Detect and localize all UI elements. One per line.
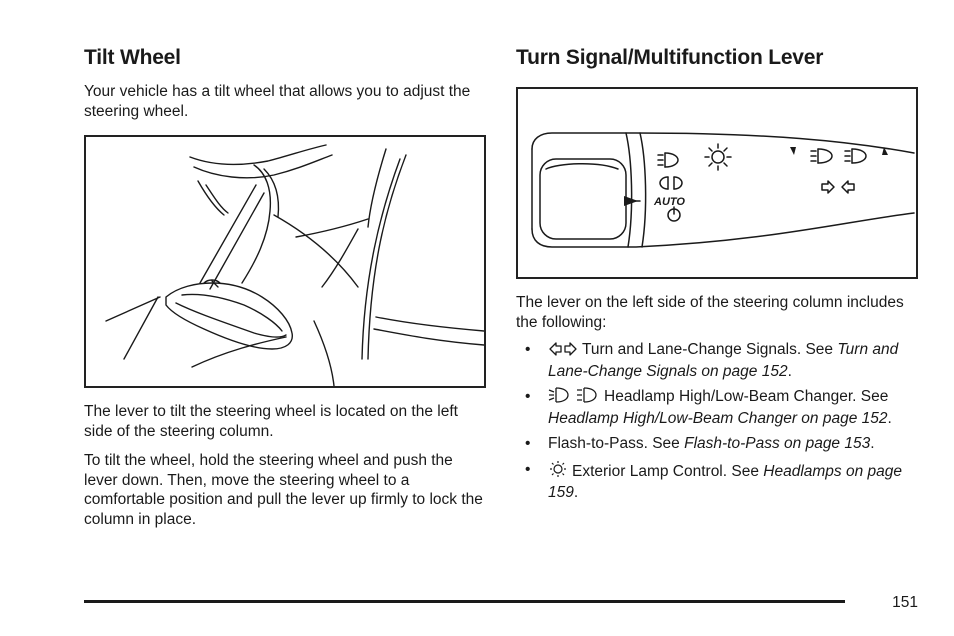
bullet-mark: • bbox=[525, 435, 531, 452]
list-item-headlamp-changer bbox=[516, 387, 918, 428]
item-period: . bbox=[787, 362, 792, 380]
item-period: . bbox=[870, 435, 875, 452]
list-item-turn-signals bbox=[516, 340, 918, 381]
item-period: . bbox=[887, 409, 892, 427]
exterior-lamp-icon bbox=[548, 460, 568, 484]
bullet-mark: • bbox=[525, 388, 531, 405]
item-text: Exterior Lamp Control. See bbox=[572, 462, 764, 480]
bullet-mark: • bbox=[525, 460, 531, 478]
page-reference-link[interactable]: Turn and Lane-Change Signals on page 152 bbox=[548, 341, 899, 380]
item-text: Turn and Lane-Change Signals. See bbox=[582, 341, 838, 358]
item-period: . bbox=[573, 484, 579, 501]
tilt-wheel-instructions: To tilt the wheel, hold the steering wheel and push the lever down. Then, move the steering wheel to a comfortable position and pull the lever up firmly to lock the column in place. bbox=[84, 452, 483, 528]
lever-intro-text: The lever on the left side of the steering column includes the following: bbox=[516, 294, 904, 331]
turn-signal-section bbox=[516, 44, 918, 509]
footer-rule bbox=[84, 600, 845, 603]
lever-features-list bbox=[516, 340, 918, 503]
tilt-wheel-location-text: The lever to tilt the steering wheel is located on the left side of the steering column. bbox=[84, 403, 458, 440]
turn-signal-heading: Turn Signal/Multifunction Lever bbox=[516, 46, 824, 69]
bullet-mark: • bbox=[525, 341, 531, 358]
list-item-exterior-lamp bbox=[516, 460, 918, 503]
turn-signal-arrows-icon bbox=[548, 342, 578, 362]
page-reference-link[interactable]: Headlamps on page 159 bbox=[548, 462, 903, 501]
tilt-wheel-intro: Your vehicle has a tilt wheel that allows you to adjust the steering wheel. bbox=[84, 83, 471, 120]
tilt-wheel-illustration bbox=[84, 135, 486, 388]
auto-label: AUTO bbox=[654, 196, 685, 208]
item-text: Headlamp High/Low-Beam Changer. See bbox=[604, 388, 889, 405]
steering-column-drawing bbox=[86, 137, 484, 386]
page-reference-link[interactable]: Flash-to-Pass on page 153 bbox=[684, 435, 871, 452]
lever-drawing bbox=[518, 89, 916, 277]
list-item-flash-to-pass bbox=[516, 434, 918, 454]
page-number: 151 bbox=[892, 594, 918, 611]
item-text: Flash-to-Pass. See bbox=[548, 435, 685, 452]
multifunction-lever-illustration bbox=[516, 87, 918, 279]
page-reference-link[interactable]: Headlamp High/Low-Beam Changer on page 152 bbox=[548, 409, 888, 427]
tilt-wheel-section bbox=[84, 44, 488, 529]
headlamp-beam-icons bbox=[548, 387, 600, 409]
tilt-wheel-heading: Tilt Wheel bbox=[84, 46, 181, 69]
